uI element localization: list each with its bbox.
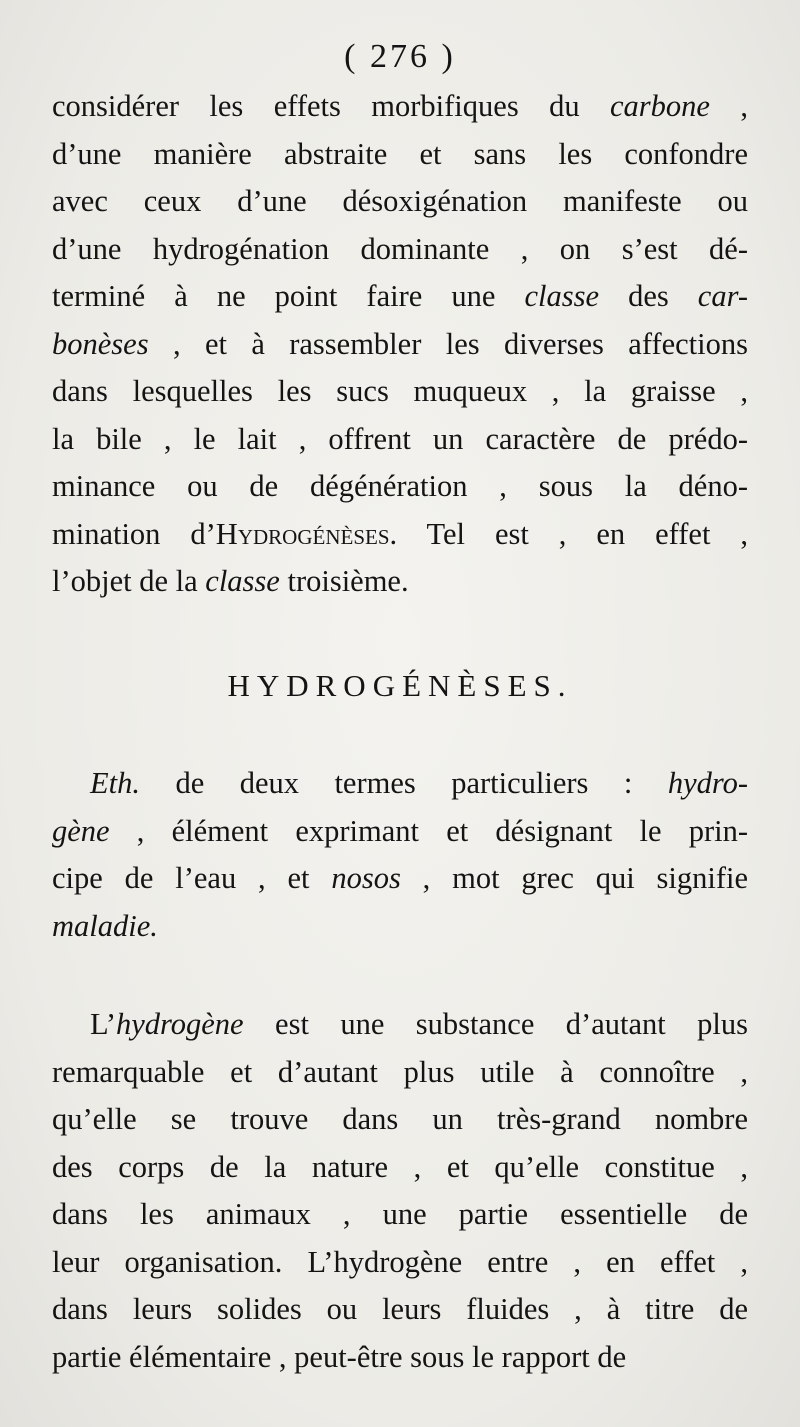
text-run: , et à rassembler les diverses affections bbox=[148, 326, 748, 361]
text-line bbox=[52, 1286, 748, 1334]
text-line bbox=[52, 463, 748, 511]
text-line bbox=[52, 808, 748, 856]
italic-term: maladie. bbox=[52, 908, 158, 943]
text-run: remarquable et d’autant plus utile à connoître , bbox=[52, 1054, 748, 1089]
text-run: la bile , le lait , offrent un caractère de prédo- bbox=[52, 421, 748, 456]
text-run: avec ceux d’une désoxigénation manifeste ou bbox=[52, 184, 748, 218]
text-run: minance ou de dégénération , sous la déno- bbox=[52, 469, 748, 503]
text-run: leur organisation. L’hydrogène entre , en effet , bbox=[52, 1244, 748, 1279]
paragraph-etymology bbox=[52, 760, 748, 950]
text-line bbox=[52, 511, 748, 559]
page-number: ( 276 ) bbox=[344, 38, 456, 75]
text-run: , élément exprimant et désignant le prin- bbox=[109, 813, 748, 848]
text-line bbox=[52, 416, 748, 464]
text-line bbox=[52, 1144, 748, 1192]
text-run: , mot grec qui signifie bbox=[400, 861, 748, 895]
text-run: considérer les effets morbifiques du bbox=[52, 89, 611, 123]
italic-term: hydro- bbox=[667, 766, 748, 800]
text-run: d’une hydrogénation dominante , on s’est dé- bbox=[52, 231, 748, 266]
text-run: mination d’ bbox=[52, 516, 216, 551]
text-run: des corps de la nature , et qu’elle constitue , bbox=[52, 1149, 748, 1184]
text-run: terminé à ne point faire une bbox=[52, 279, 525, 313]
italic-term: classe bbox=[524, 279, 599, 313]
text-line bbox=[52, 1191, 748, 1239]
text-run: troisième. bbox=[279, 564, 409, 598]
text-run: dans lesquelles les sucs muqueux , la graisse , bbox=[52, 374, 748, 408]
text-line bbox=[52, 558, 748, 606]
text-line bbox=[52, 178, 748, 226]
italic-term: classe bbox=[205, 564, 280, 598]
text-run: , bbox=[709, 89, 748, 123]
text-run: de deux termes particuliers : bbox=[139, 766, 668, 800]
text-run: qu’elle se trouve dans un très-grand nombre bbox=[52, 1102, 748, 1136]
text-line bbox=[52, 83, 748, 131]
text-line bbox=[52, 1049, 748, 1097]
text-line bbox=[52, 1334, 748, 1382]
paragraph-hydrogene bbox=[52, 1001, 748, 1381]
text-line bbox=[52, 1096, 748, 1144]
text-line bbox=[52, 368, 748, 416]
italic-term: hydrogène bbox=[116, 1007, 244, 1041]
italic-term: carbone bbox=[610, 89, 710, 123]
italic-term: gène bbox=[52, 813, 110, 848]
text-run: . Tel est , en effet , bbox=[389, 516, 748, 551]
text-run: dans leurs solides ou leurs fluides , à titre de bbox=[52, 1292, 748, 1326]
text-run: l’objet de la bbox=[52, 564, 206, 598]
text-line bbox=[52, 855, 748, 903]
text-line bbox=[52, 903, 748, 951]
text-line bbox=[52, 1001, 748, 1049]
text-run: cipe de l’eau , et bbox=[52, 861, 332, 895]
text-line bbox=[52, 760, 748, 808]
text-run: dans les animaux , une partie essentielle de bbox=[52, 1197, 748, 1231]
italic-term: Eth. bbox=[90, 766, 140, 800]
italic-term: nosos bbox=[331, 861, 401, 895]
italic-term: car- bbox=[697, 279, 748, 313]
paragraph-carbonese bbox=[52, 83, 748, 606]
section-heading: HYDROGÉNÈSES. bbox=[227, 668, 573, 703]
italic-term: bonèses bbox=[52, 326, 149, 361]
text-run: est une substance d’autant plus bbox=[243, 1007, 748, 1041]
text-run: Hydrogénèses bbox=[215, 516, 390, 551]
text-line bbox=[52, 226, 748, 274]
text-line bbox=[52, 273, 748, 321]
text-line bbox=[52, 131, 748, 179]
text-run: L’ bbox=[90, 1007, 116, 1041]
text-run: d’une manière abstraite et sans les confondre bbox=[52, 136, 748, 171]
text-line bbox=[52, 321, 748, 369]
text-line bbox=[52, 1239, 748, 1287]
text-run: des bbox=[599, 279, 698, 313]
text-run: partie élémentaire , peut-être sous le rapport de bbox=[52, 1339, 627, 1374]
